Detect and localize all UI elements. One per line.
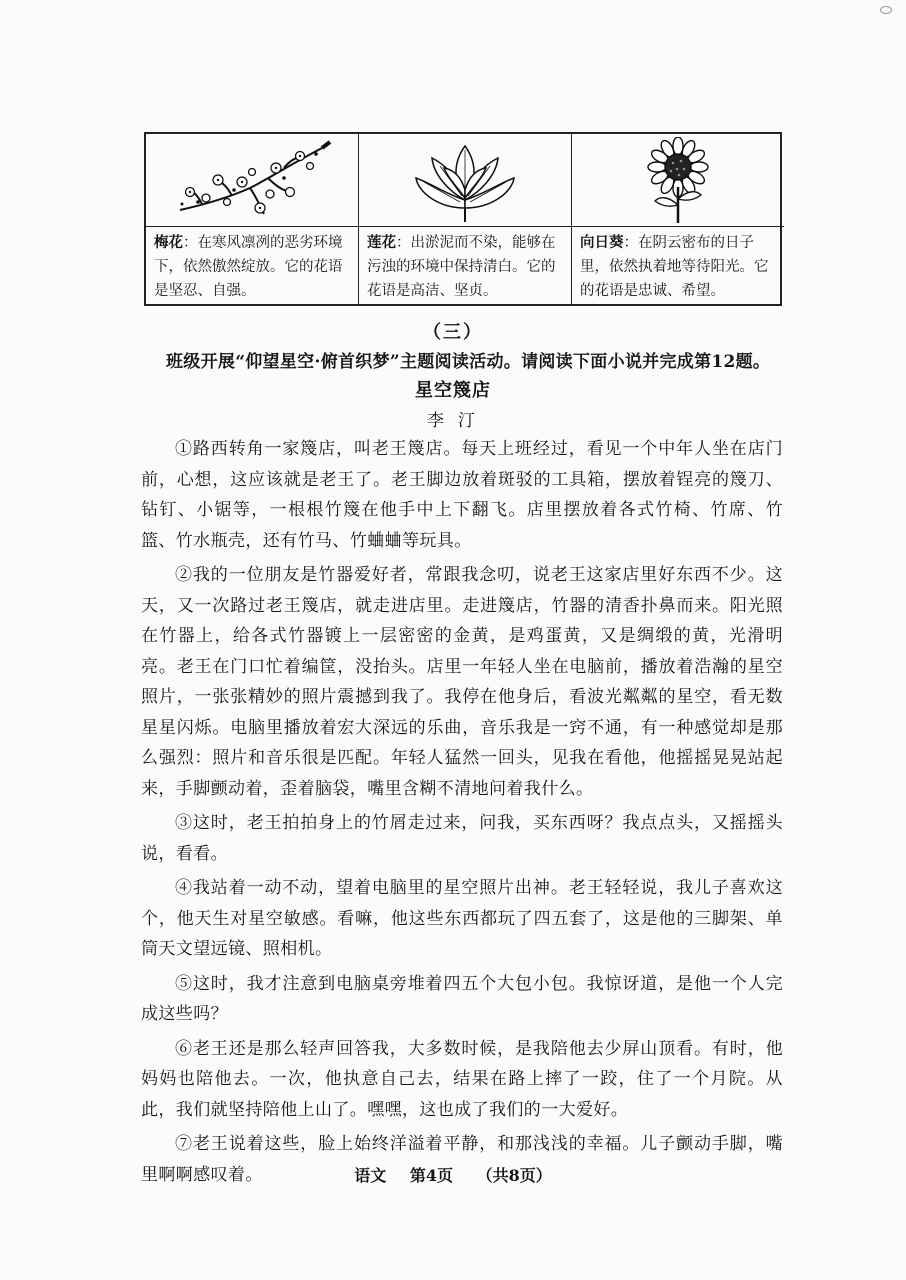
- story-paragraph: ②我的一位朋友是竹器爱好者，常跟我念叨，说老王这家店里好东西不少。这天，又一次路过老王篾店，就走进店里。走进篾店，竹器的清香扑鼻而来。阳光照在竹器上，给各式竹器镀上一层密密的金黄，是鸡蛋黄，又是绸缎的黄，光滑明亮。老王在门口忙着编筐，没抬头。店里一年轻人坐在电脑前，播放着浩瀚的星空照片，一张张精妙的照片震撼到我了。我停在他身后，看波光粼粼的星空，看无数星星闪烁。电脑里播放着宏大深远的乐曲，音乐我是一窍不通，有一种感觉却是那么强烈：照片和音乐很是匹配。年轻人猛然一回头，见我在看他，他摇摇晃晃站起来，手脚颤动着，歪着脑袋，嘴里含糊不清地问着我什么。: [141, 565, 783, 799]
- story-paragraph: ③这时，老王拍拍身上的竹屑走过来，问我，买东西呀？我点点头，又摇摇头说，看看。: [141, 813, 783, 864]
- section-number: （三）: [423, 322, 483, 343]
- story-author: 李汀: [427, 411, 489, 431]
- flower-card-lotus: [359, 134, 572, 304]
- story-paragraph: ④我站着一动不动，望着电脑里的星空照片出神。老王轻轻说，我儿子喜欢这个，他天生对星空敏感。看嘛，他这些东西都玩了四五套了，这是他的三脚架、单筒天文望远镜、照相机。: [141, 878, 783, 959]
- reading-instruction: 班级开展“仰望星空·俯首织梦”主题阅读活动。请阅读下面小说并完成第12题。: [166, 352, 771, 372]
- lotus-picture: [359, 134, 571, 227]
- story-paragraph: ①路西转角一家篾店，叫老王篾店。每天上班经过，看见一个中年人坐在店门前，心想，这应该就是老王了。老王脚边放着斑驳的工具箱，摆放着锃亮的篾刀、钻钉、小锯等，一根根竹篾在他手中上下翻飞。店里摆放着各式竹椅、竹席、竹篮、竹水瓶壳，还有竹马、竹蛐蛐等玩具。: [141, 439, 783, 551]
- story-paragraph: ⑥老王还是那么轻声回答我，大多数时候，是我陪他去少屏山顶看。有时，他妈妈也陪他去。一次，他执意自己去，结果在路上摔了一跤，住了一个月院。从此，我们就坚持陪他上山了。嘿嘿，这也成了我们的一大爱好。: [141, 1038, 783, 1120]
- flower-name: 莲花: [367, 234, 396, 251]
- scan-corner-mark: [880, 6, 892, 14]
- footer-page-number: 第4页: [409, 1166, 453, 1185]
- flower-name: 向日葵: [580, 234, 624, 251]
- plum-blossom-picture: [146, 134, 358, 227]
- footer-subject: 语文: [354, 1166, 387, 1185]
- plum-blossom-icon: [172, 138, 332, 222]
- sunflower-picture: [572, 134, 784, 227]
- flower-name: 梅花: [154, 234, 183, 251]
- flower-text: 出淤泥而不染，能够在污浊的环境中保持清白。它的花语是高洁、坚贞。: [367, 235, 556, 299]
- story-body: [141, 434, 783, 1194]
- lotus-icon: [410, 138, 520, 222]
- sunflower-icon: [633, 137, 723, 223]
- story-paragraph: ⑦老王说着这些，脸上始终洋溢着平静，和那浅浅的幸福。儿子颤动手脚，嘴里啊啊感叹着。: [141, 1134, 783, 1185]
- flower-card-plum: [146, 134, 359, 304]
- story-paragraph: ⑤这时，我才注意到电脑桌旁堆着四五个大包小包。我惊讶道，是他一个人完成这些吗？: [141, 973, 783, 1024]
- flower-text: 在阴云密布的日子里，依然执着地等待阳光。它的花语是忠诚、希望。: [580, 235, 769, 299]
- page-footer: [0, 1163, 906, 1186]
- sunflower-description: 向日葵：在阴云密布的日子里，依然执着地等待阳光。它的花语是忠诚、希望。: [580, 234, 769, 299]
- story-title: 星空篾店: [415, 380, 491, 401]
- lotus-description: 莲花：出淤泥而不染，能够在污浊的环境中保持清白。它的花语是高洁、坚贞。: [367, 234, 556, 299]
- flower-table: [144, 132, 782, 306]
- plum-blossom-description: 梅花：在寒风凛冽的恶劣环境下，依然傲然绽放。它的花语是坚忍、自强。: [154, 234, 343, 299]
- flower-text: 在寒风凛冽的恶劣环境下，依然傲然绽放。它的花语是坚忍、自强。: [154, 235, 343, 299]
- flower-card-sunflower: [572, 134, 784, 304]
- footer-total-pages: （共8页）: [476, 1166, 552, 1185]
